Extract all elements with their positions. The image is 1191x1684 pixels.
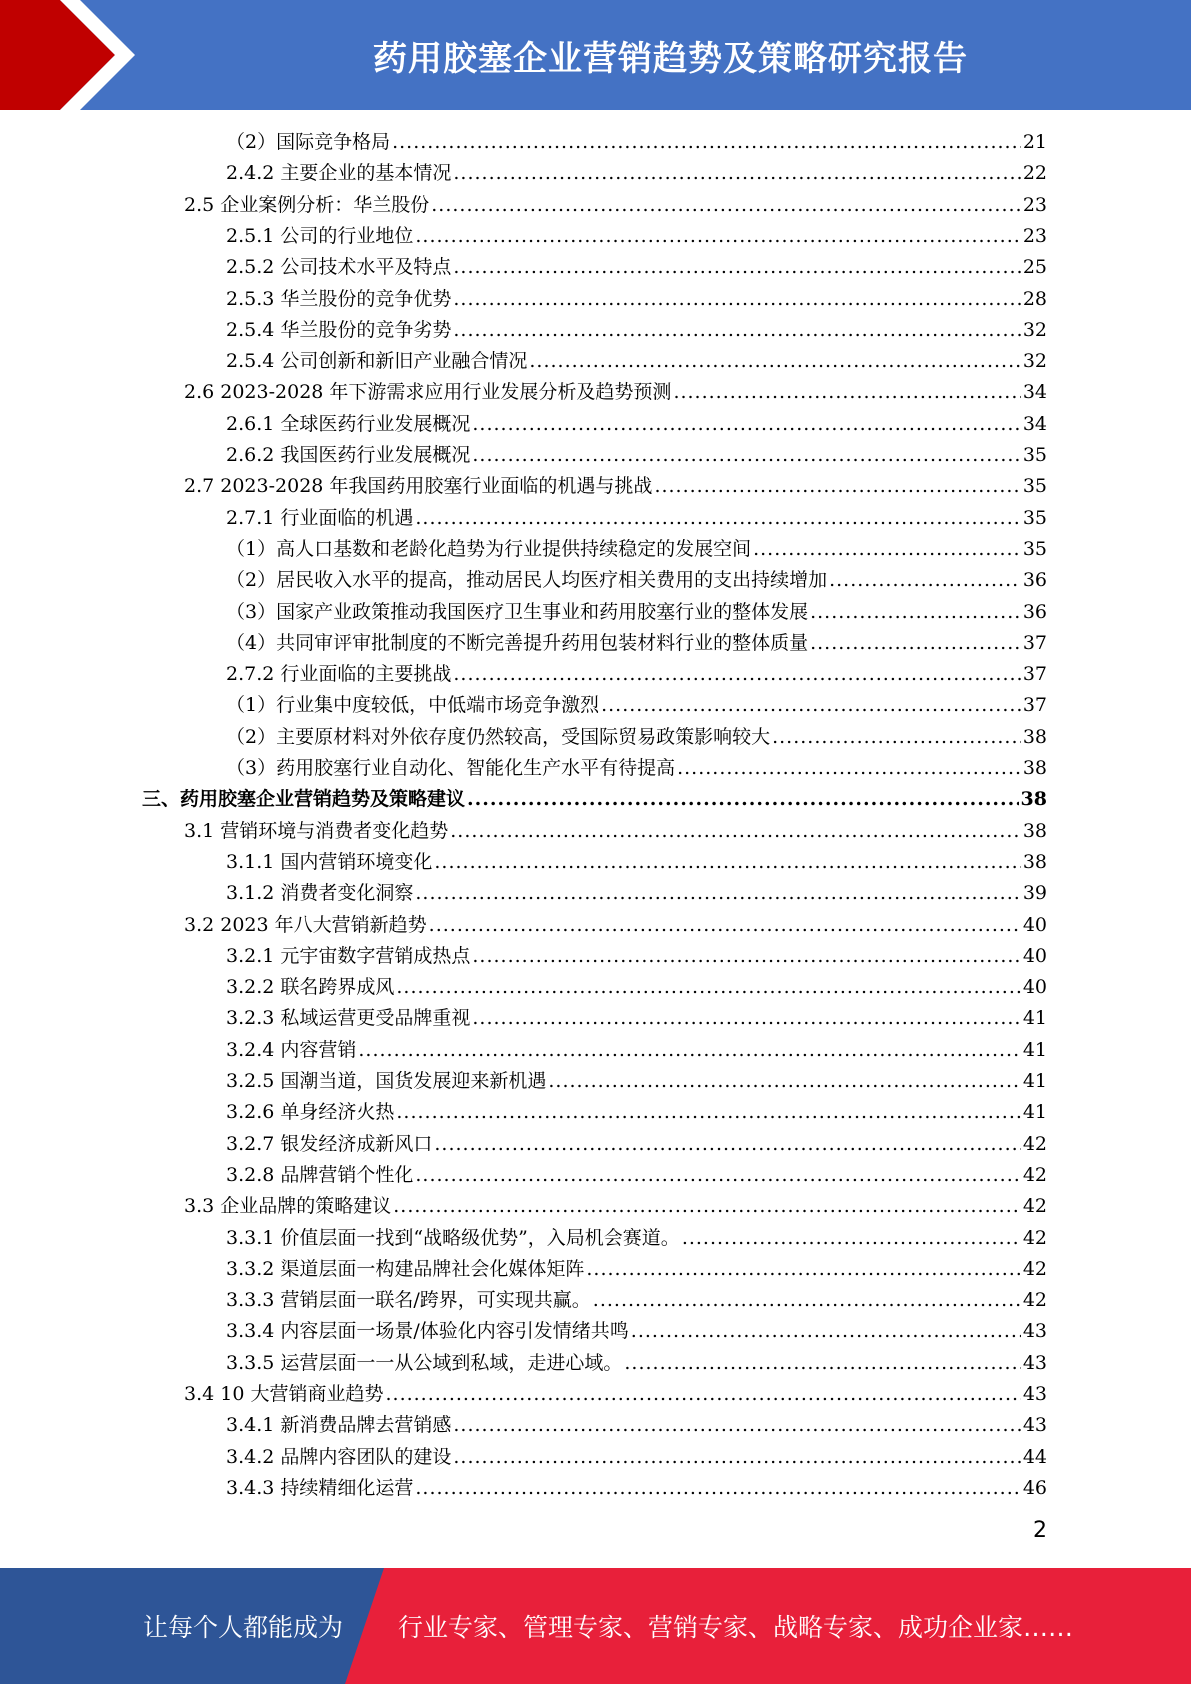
toc-entry[interactable] — [226, 158, 1047, 189]
toc-dot-leader — [586, 1254, 1020, 1285]
toc-dot-leader — [593, 1285, 1021, 1316]
toc-entry-page: 43 — [1022, 1414, 1047, 1437]
toc-entry-label: 2.5.2 公司技术水平及特点 — [226, 256, 452, 279]
toc-entry-page: 41 — [1022, 1007, 1047, 1030]
toc-entry-page: 32 — [1022, 318, 1047, 341]
toc-entry-label: 3.4.3 持续精细化运营 — [226, 1476, 414, 1499]
toc-entry[interactable] — [226, 597, 1047, 628]
toc-dot-leader — [385, 1379, 1020, 1410]
toc-entry-label: （3）国家产业政策推动我国医疗卫生事业和药用胶塞行业的整体发展 — [226, 600, 809, 623]
toc-dot-leader — [453, 284, 1020, 315]
toc-dot-leader — [434, 847, 1020, 878]
toc-entry-label: 3.3.1 价值层面一找到“战略级优势”，入局机会赛道。 — [226, 1226, 680, 1249]
toc-dot-leader — [753, 534, 1021, 565]
toc-entry-page: 21 — [1022, 131, 1047, 153]
toc-entry[interactable] — [226, 1285, 1047, 1316]
toc-entry-page: 38 — [1020, 788, 1047, 811]
toc-entry[interactable] — [184, 190, 1047, 221]
toc-entry-label: 3.3 企业品牌的策略建议 — [184, 1195, 392, 1218]
toc-entry-label: 3.2.6 单身经济火热 — [226, 1101, 395, 1124]
toc-entry[interactable] — [184, 816, 1047, 847]
toc-entry[interactable] — [226, 1410, 1047, 1441]
toc-entry-label: （2）主要原材料对外依存度仍然较高，受国际贸易政策影响较大 — [226, 725, 771, 748]
toc-entry-page: 23 — [1022, 224, 1047, 247]
toc-entry-label: 3.2.3 私域运营更受品牌重视 — [226, 1007, 471, 1030]
toc-dot-leader — [392, 127, 1021, 158]
toc-entry[interactable] — [226, 753, 1047, 784]
toc-entry-page: 41 — [1022, 1101, 1047, 1124]
toc-entry-label: 2.5 企业案例分析：华兰股份 — [184, 193, 430, 216]
toc-entry-page: 28 — [1022, 287, 1047, 310]
toc-entry-label: 2.7 2023-2028 年我国药用胶塞行业面临的机遇与挑战 — [184, 475, 653, 498]
report-title: 药用胶塞企业营销趋势及策略研究报告 — [373, 38, 968, 79]
toc-dot-leader — [358, 1035, 1020, 1066]
toc-entry-label: 3.2.7 银发经济成新风口 — [226, 1132, 433, 1155]
toc-entry-page: 35 — [1022, 506, 1047, 529]
toc-entry-label: 2.6 2023-2028 年下游需求应用行业发展分析及趋势预测 — [184, 381, 672, 404]
toc-entry[interactable] — [226, 440, 1047, 471]
footer-slogan-left: 让每个人都能成为 — [143, 1613, 344, 1642]
toc-dot-leader — [677, 753, 1021, 784]
toc-dot-leader — [467, 784, 1019, 815]
toc-dot-leader — [472, 409, 1020, 440]
toc-entry-label: （1）行业集中度较低，中低端市场竞争激烈 — [226, 694, 600, 717]
toc-entry[interactable] — [226, 409, 1047, 440]
toc-dot-leader — [453, 659, 1020, 690]
toc-dot-leader — [453, 315, 1020, 346]
toc-entry-label: 3.2.5 国潮当道，国货发展迎来新机遇 — [226, 1070, 547, 1092]
toc-entry-page: 42 — [1022, 1163, 1047, 1186]
toc-dot-leader — [601, 690, 1021, 721]
toc-entry-page: 40 — [1022, 944, 1047, 967]
toc-dot-leader — [529, 346, 1020, 377]
toc-dot-leader — [472, 440, 1020, 471]
toc-entry[interactable] — [226, 565, 1047, 596]
toc-entry-page: 38 — [1022, 819, 1047, 842]
toc-entry-page: 46 — [1022, 1476, 1047, 1499]
toc-dot-leader — [682, 1223, 1021, 1254]
toc-entry-label: 2.7.1 行业面临的机遇 — [226, 506, 414, 529]
toc-entry[interactable] — [226, 1066, 1047, 1097]
toc-entry-page: 34 — [1022, 412, 1047, 435]
toc-entry[interactable] — [142, 784, 1047, 815]
toc-entry-page: 34 — [1022, 381, 1047, 404]
toc-entry[interactable] — [226, 221, 1047, 252]
toc-entry-label: 2.5.4 华兰股份的竞争劣势 — [226, 318, 452, 341]
toc-dot-leader — [415, 503, 1020, 534]
toc-entry-page: 35 — [1022, 444, 1047, 466]
toc-entry[interactable] — [226, 878, 1047, 909]
page-header — [0, 0, 1191, 110]
toc-entry-page: 37 — [1022, 663, 1047, 686]
toc-entry[interactable] — [226, 690, 1047, 721]
toc-entry-label: 3.3.3 营销层面一联名/跨界，可实现共赢。 — [226, 1289, 591, 1312]
toc-entry-label: 3.1.2 消费者变化洞察 — [226, 882, 414, 905]
toc-entry[interactable] — [226, 252, 1047, 283]
toc-entry[interactable] — [226, 659, 1047, 690]
toc-entry-page: 40 — [1022, 976, 1047, 999]
toc-dot-leader — [772, 722, 1021, 753]
toc-entry[interactable] — [226, 941, 1047, 972]
toc-entry-page: 43 — [1022, 1351, 1047, 1374]
toc-dot-leader — [631, 1316, 1021, 1347]
toc-entry-page: 43 — [1022, 1383, 1047, 1405]
toc-entry-page: 40 — [1022, 913, 1047, 936]
toc-entry[interactable] — [226, 1254, 1047, 1285]
toc-entry-page: 37 — [1022, 631, 1047, 654]
toc-entry-label: 3.2.4 内容营销 — [226, 1038, 357, 1061]
toc-entry-page: 38 — [1022, 725, 1047, 748]
toc-entry[interactable] — [184, 1379, 1047, 1410]
toc-entry[interactable] — [226, 1097, 1047, 1128]
toc-dot-leader — [396, 1097, 1020, 1128]
toc-entry-page: 38 — [1022, 757, 1047, 779]
toc-entry-label: 3.2.8 品牌营销个性化 — [226, 1163, 414, 1186]
toc-entry[interactable] — [226, 1160, 1047, 1191]
toc-dot-leader — [429, 910, 1021, 941]
header-arrow-decoration — [0, 0, 160, 110]
toc-entry[interactable] — [184, 1191, 1047, 1222]
toc-entry-page: 32 — [1022, 350, 1047, 373]
toc-entry-label: 3.4.1 新消费品牌去营销感 — [226, 1414, 452, 1437]
toc-entry[interactable] — [226, 1473, 1047, 1504]
toc-entry-page: 25 — [1022, 256, 1047, 279]
toc-entry[interactable] — [226, 628, 1047, 659]
toc-entry[interactable] — [184, 910, 1047, 941]
toc-dot-leader — [415, 1160, 1020, 1191]
toc-entry-page: 41 — [1022, 1070, 1047, 1092]
toc-entry-label: 3.1 营销环境与消费者变化趋势 — [184, 819, 449, 842]
toc-dot-leader — [453, 252, 1020, 283]
toc-entry[interactable] — [226, 284, 1047, 315]
toc-dot-leader — [450, 816, 1021, 847]
footer-slogan-right: 行业专家、管理专家、营销专家、战略专家、成功企业家…… — [398, 1613, 1074, 1642]
toc-dot-leader — [673, 377, 1020, 408]
toc-dot-leader — [434, 1129, 1020, 1160]
toc-entry[interactable] — [184, 471, 1047, 502]
toc-entry-label: 2.6.1 全球医药行业发展概况 — [226, 412, 471, 435]
toc-entry[interactable] — [226, 534, 1047, 565]
toc-dot-leader — [810, 628, 1021, 659]
toc-entry-page: 36 — [1022, 600, 1047, 623]
toc-dot-leader — [453, 1442, 1020, 1473]
toc-entry[interactable] — [226, 847, 1047, 878]
toc-dot-leader — [453, 158, 1020, 189]
toc-entry-page: 36 — [1022, 569, 1047, 592]
toc-entry-label: （2）国际竞争格局 — [226, 131, 391, 153]
toc-entry-page: 42 — [1022, 1257, 1047, 1280]
toc-dot-leader — [415, 221, 1020, 252]
toc-entry[interactable] — [226, 1348, 1047, 1379]
page-footer — [0, 1568, 1191, 1684]
toc-entry[interactable] — [226, 127, 1047, 158]
toc-entry-page: 23 — [1022, 193, 1047, 216]
toc-entry[interactable] — [226, 503, 1047, 534]
toc-dot-leader — [453, 1410, 1020, 1441]
toc-entry-page: 42 — [1022, 1195, 1047, 1218]
toc-entry-label: 3.2.1 元宇宙数字营销成热点 — [226, 944, 471, 967]
toc-entry-label: 2.6.2 我国医药行业发展概况 — [226, 444, 471, 466]
toc-entry-page: 42 — [1022, 1132, 1047, 1155]
toc-dot-leader — [472, 1003, 1020, 1034]
toc-entry-label: （2）居民收入水平的提高，推动居民人均医疗相关费用的支出持续增加 — [226, 569, 828, 592]
toc-entry[interactable] — [184, 377, 1047, 408]
toc-entry-label: 三、药用胶塞企业营销趋势及策略建议 — [142, 788, 466, 811]
toc-dot-leader — [829, 565, 1021, 596]
toc-dot-leader — [472, 941, 1020, 972]
toc-entry-label: 3.3.5 运营层面一一从公域到私域，走进心域。 — [226, 1351, 623, 1374]
page-number: 2 — [1033, 1518, 1047, 1543]
toc-dot-leader — [654, 471, 1020, 502]
toc-entry-page: 35 — [1022, 537, 1047, 560]
toc-entry[interactable] — [226, 315, 1047, 346]
toc-entry-label: 3.4 10 大营销商业趋势 — [184, 1383, 384, 1405]
toc-entry-page: 35 — [1022, 475, 1047, 498]
toc-entry-page: 39 — [1022, 882, 1047, 905]
toc-dot-leader — [548, 1066, 1020, 1097]
toc-entry[interactable] — [226, 1003, 1047, 1034]
toc-entry-label: 2.5.1 公司的行业地位 — [226, 224, 414, 247]
toc-entry-page: 42 — [1022, 1226, 1047, 1249]
toc-entry-label: 3.3.2 渠道层面一构建品牌社会化媒体矩阵 — [226, 1257, 585, 1280]
toc-entry-page: 22 — [1022, 162, 1047, 185]
toc-entry-page: 43 — [1022, 1320, 1047, 1343]
toc-dot-leader — [624, 1348, 1020, 1379]
toc-entry[interactable] — [226, 1129, 1047, 1160]
toc-entry-label: 2.4.2 主要企业的基本情况 — [226, 162, 452, 185]
toc-entry-label: 3.2.2 联名跨界成风 — [226, 976, 395, 999]
toc-entry[interactable] — [226, 1223, 1047, 1254]
toc-entry[interactable] — [226, 346, 1047, 377]
toc-entry-label: 3.2 2023 年八大营销新趋势 — [184, 913, 427, 936]
toc-dot-leader — [415, 878, 1020, 909]
toc-dot-leader — [393, 1191, 1021, 1222]
toc-entry-label: （4）共同审评审批制度的不断完善提升药用包装材料行业的整体质量 — [226, 631, 809, 654]
toc-entry-label: 3.4.2 品牌内容团队的建设 — [226, 1445, 452, 1468]
toc-entry-label: （1）高人口基数和老龄化趋势为行业提供持续稳定的发展空间 — [226, 537, 752, 560]
toc-entry[interactable] — [226, 1442, 1047, 1473]
toc-entry-label: 3.1.1 国内营销环境变化 — [226, 850, 433, 873]
toc-entry[interactable] — [226, 972, 1047, 1003]
toc-dot-leader — [431, 190, 1021, 221]
toc-dot-leader — [396, 972, 1020, 1003]
toc-entry[interactable] — [226, 1316, 1047, 1347]
toc-entry-page: 37 — [1022, 694, 1047, 717]
toc-entry-page: 38 — [1022, 850, 1047, 873]
toc-entry-label: 2.7.2 行业面临的主要挑战 — [226, 663, 452, 686]
toc-entry-page: 42 — [1022, 1289, 1047, 1312]
toc-entry[interactable] — [226, 722, 1047, 753]
toc-entry-page: 41 — [1022, 1038, 1047, 1061]
toc-entry-page: 44 — [1022, 1445, 1047, 1468]
toc-entry-label: （3）药用胶塞行业自动化、智能化生产水平有待提高 — [226, 757, 676, 779]
toc-entry-label: 3.3.4 内容层面一场景/体验化内容引发情绪共鸣 — [226, 1320, 629, 1343]
toc-entry-label: 2.5.3 华兰股份的竞争优势 — [226, 287, 452, 310]
toc-dot-leader — [810, 597, 1021, 628]
toc-entry[interactable] — [226, 1035, 1047, 1066]
toc-entry-label: 2.5.4 公司创新和新旧产业融合情况 — [226, 350, 528, 373]
toc-dot-leader — [415, 1473, 1020, 1504]
